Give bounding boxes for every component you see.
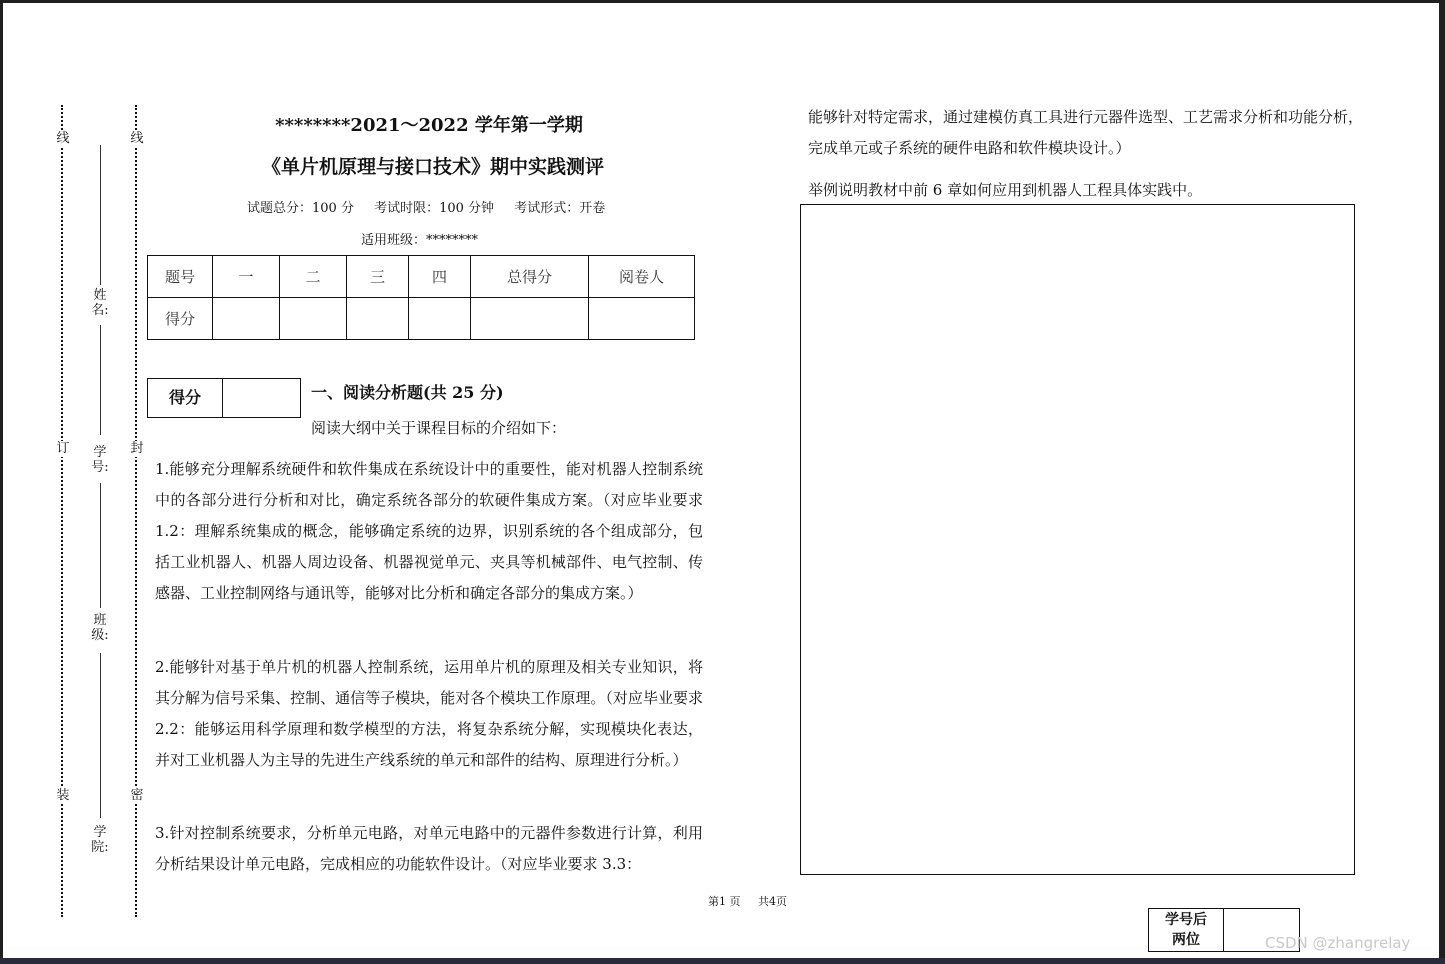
table-header-cell: 二 [280, 256, 347, 298]
table-header-cell: 四 [409, 256, 471, 298]
class-blank-line [100, 483, 101, 608]
total-score-text: 试题总分：100 分 [247, 201, 354, 216]
page-number [708, 893, 801, 909]
question-text: 举例说明教材中前 6 章如何应用到机器人工程具体实践中。 [808, 181, 1203, 199]
time-limit-text: 考试时限：100 分钟 [374, 201, 495, 216]
exam-course-title: 《单片机原理与接口技术》期中实践测评 [261, 156, 604, 178]
score-cell[interactable] [280, 298, 347, 340]
section-intro: 阅读大纲中关于课程目标的介绍如下： [311, 419, 567, 437]
paragraph-3: 3.针对控制系统要求，分析单元电路，对单元电路中的元器件参数进行计算，利用分析结果设计单元电路，完成相应的功能软件设计。（对应毕业要求 3.3： [155, 824, 703, 873]
college-label: 学院: [91, 825, 109, 855]
exam-form-text: 考试形式：开卷 [514, 201, 606, 216]
college-blank-line [100, 653, 101, 818]
table-header-cell: 题号 [148, 256, 213, 298]
answer-box[interactable] [800, 204, 1355, 875]
name-blank-line [100, 145, 101, 285]
binding-mark-xian-outer: 线 [56, 131, 70, 146]
score-table-header-row [148, 256, 695, 298]
score-cell[interactable] [589, 298, 695, 340]
student-id-label: 学号: [91, 445, 109, 475]
binding-mark-mi: 密 [130, 788, 144, 803]
table-header-cell: 一 [213, 256, 280, 298]
score-row-label: 得分 [148, 298, 213, 340]
viewer-bottom-bar [0, 958, 1445, 964]
table-header-cell: 三 [347, 256, 409, 298]
binding-mark-ding: 订 [56, 441, 70, 456]
exam-meta [247, 197, 621, 216]
student-id-blank-line [100, 325, 101, 435]
class-label: 班级: [91, 613, 109, 643]
id-label-line1: 学号后 [1165, 912, 1207, 928]
score-cell[interactable] [347, 298, 409, 340]
table-header-cell: 阅卷人 [589, 256, 695, 298]
score-table-score-row [148, 298, 695, 340]
binding-mark-feng: 封 [130, 441, 144, 456]
binding-mark-zhuang: 装 [56, 788, 70, 803]
class-applicable-text: 适用班级：******** [361, 233, 479, 248]
watermark: CSDN @zhangrelay [1265, 934, 1411, 952]
section-score-label: 得分 [148, 379, 223, 417]
name-label: 姓名: [91, 288, 109, 318]
section-score-box [147, 378, 301, 418]
continuation-text: 能够针对特定需求，通过建模仿真工具进行元器件选型、工艺需求分析和功能分析，完成单元或子系统的硬件电路和软件模块设计。） [808, 108, 1364, 157]
paragraph-2: 2.能够针对基于单片机的机器人控制系统，运用单片机的原理及相关专业知识，将其分解为信号采集、控制、通信等子模块，能对各个模块工作原理。（对应毕业要求 2.2：能够运用科学原理和数学模型的方法，将复杂系统分解，实现模块化表达，并对工业机器人为主导的先进生产线系统的单元和部件的结构、原理进行分析。） [155, 658, 703, 769]
score-cell[interactable] [213, 298, 280, 340]
section-title: 一、阅读分析题(共 25 分) [311, 383, 504, 402]
total-pages: 共4页 [758, 895, 787, 908]
score-cell[interactable] [471, 298, 589, 340]
id-label-line2: 两位 [1172, 932, 1200, 948]
exam-term-title: ********2021～2022 学年第一学期 [275, 115, 583, 136]
binding-mark-xian-inner: 线 [130, 131, 144, 146]
paragraph-1: 1.能够充分理解系统硬件和软件集成在系统设计中的重要性，能对机器人控制系统中的各部分进行分析和对比，确定系统各部分的软硬件集成方案。（对应毕业要求 1.2：理解系统集成的概念，能够确定系统的边界，识别系统的各个组成部分，包括工业机器人、机器人周边设备、机器视觉单元、夹具等机械部件、电气控制、传感器、工业控制网络与通讯等，能够对比分析和确定各部分的集成方案。） [155, 460, 703, 602]
exam-page [3, 3, 1439, 958]
score-cell[interactable] [409, 298, 471, 340]
table-header-cell: 总得分 [471, 256, 589, 298]
student-id-suffix-label [1149, 909, 1224, 951]
score-table [147, 255, 695, 340]
current-page: 第1 页 [708, 895, 741, 908]
